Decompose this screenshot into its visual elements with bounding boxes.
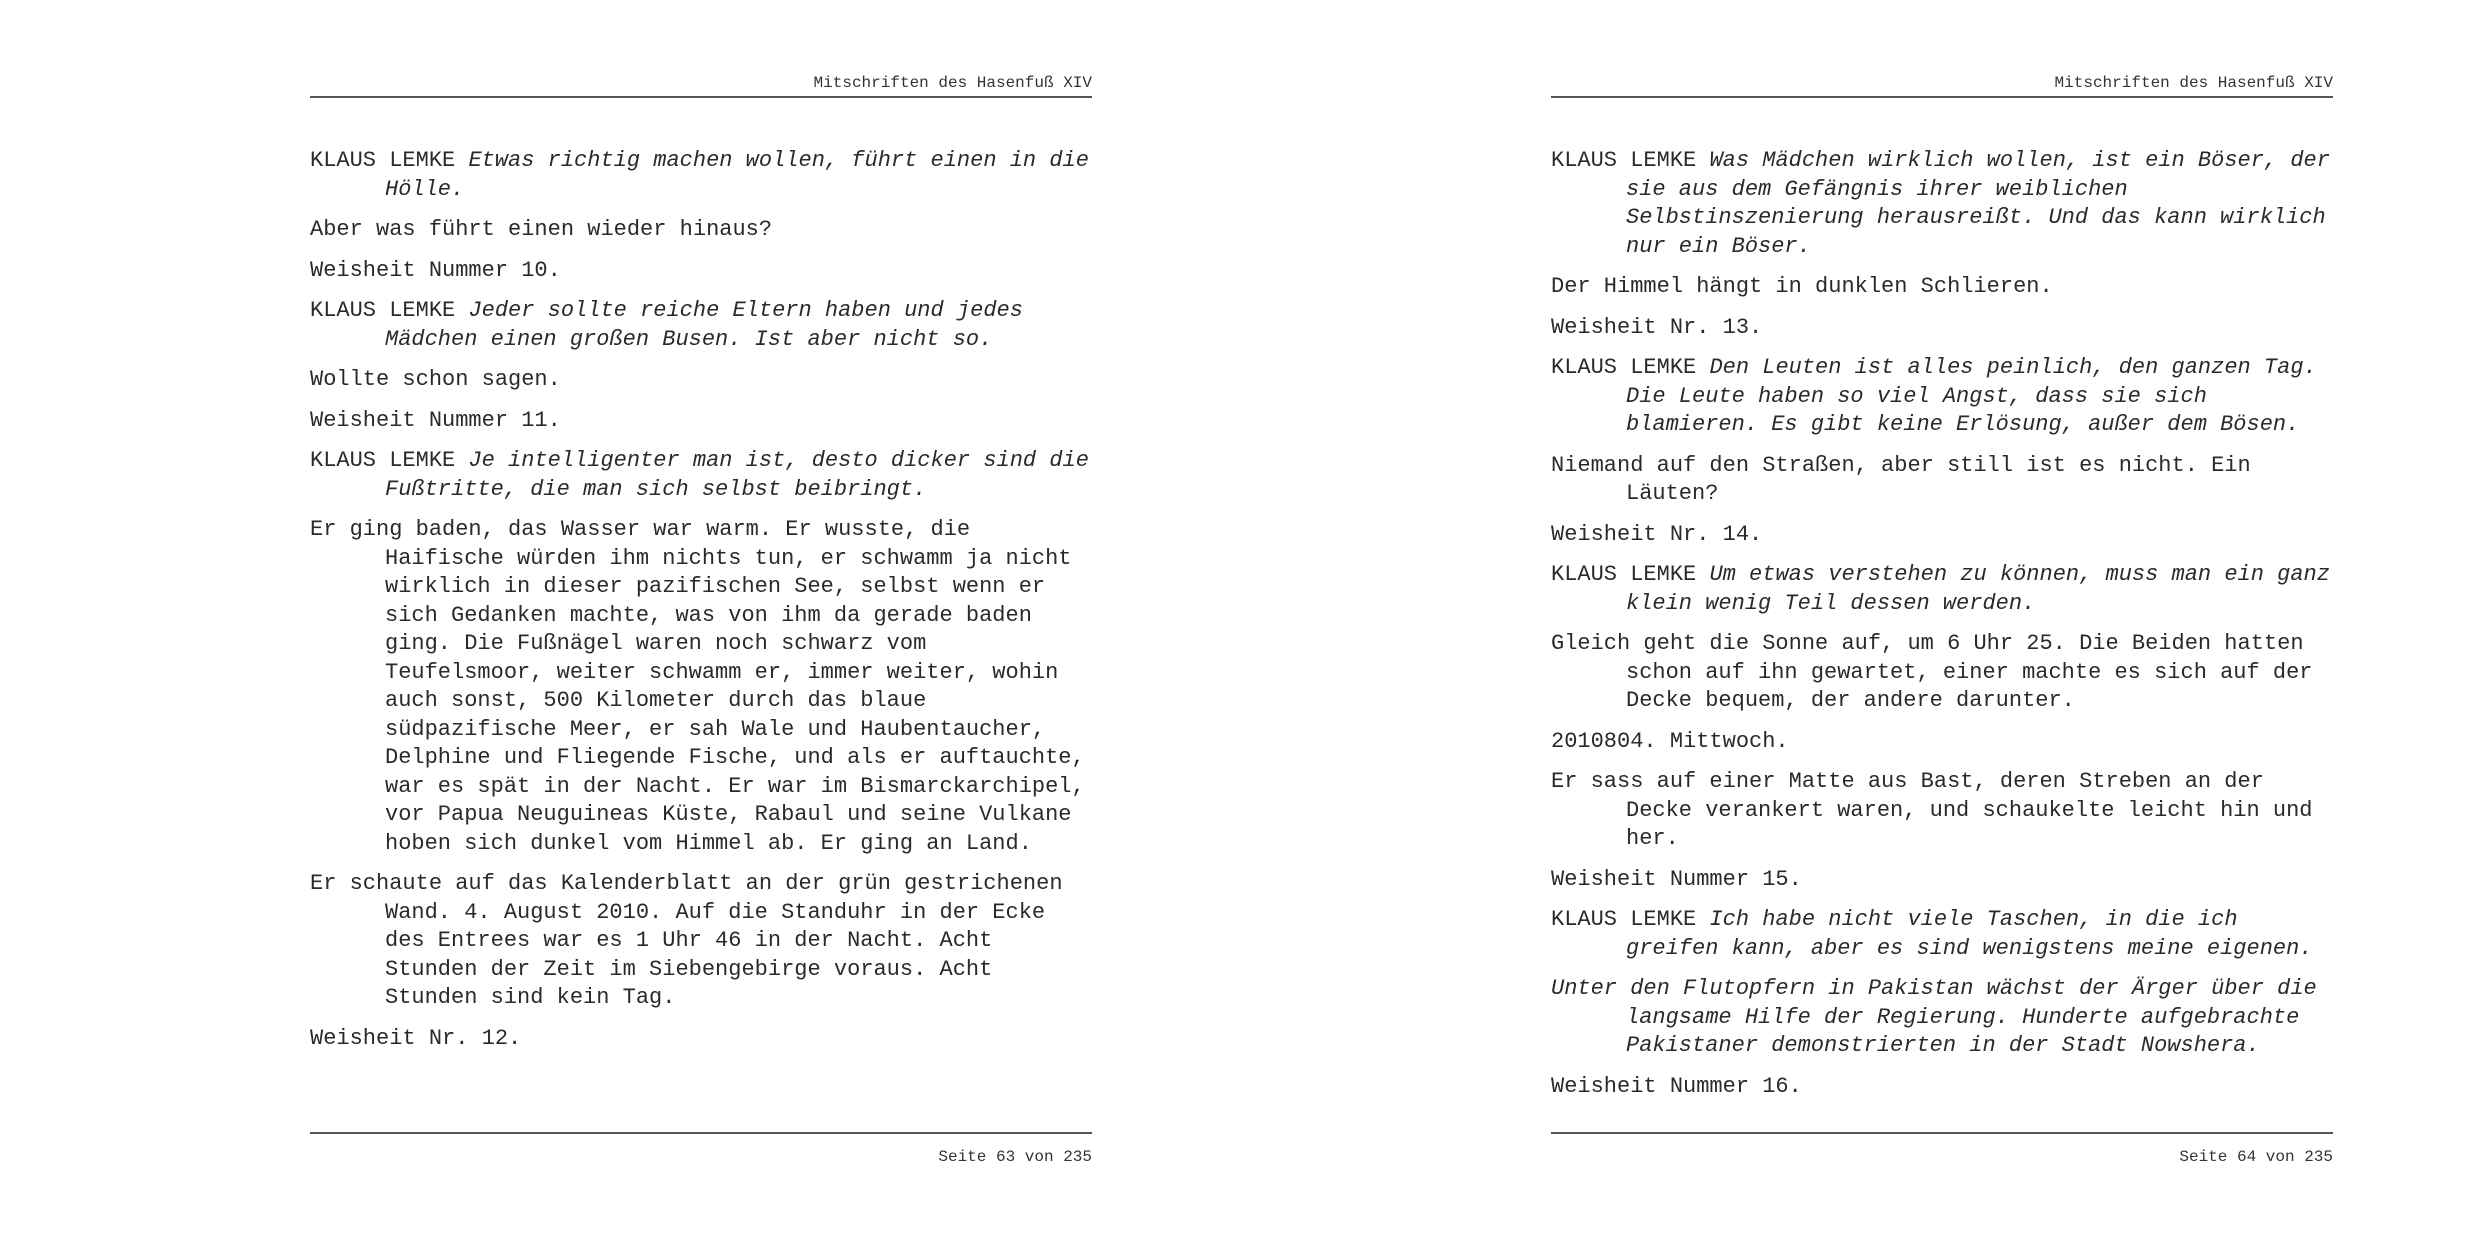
body-paragraph: Weisheit Nummer 11. bbox=[310, 407, 561, 433]
header-rule bbox=[1551, 96, 2333, 98]
body-paragraph: Er sass auf einer Matte aus Bast, deren Streben an der Decke verankert waren, und schaukelte leicht hin und her. bbox=[1551, 769, 2313, 851]
speaker-quote-paragraph bbox=[1551, 561, 2333, 618]
right-page bbox=[1551, 0, 2333, 1240]
body-paragraph: Weisheit Nummer 10. bbox=[310, 257, 561, 283]
body-paragraph: Er ging baden, das Wasser war warm. Er wusste, die Haifische würden ihm nichts tun, er schwamm ja nicht wirklich in dieser pazifischen See, selbst wenn er sich Gedanken machte, was von ihm da gerade baden ging. Die Fußnägel waren noch schwarz vom Teufelsmoor, weiter schwamm er, immer weiter, wohin auch sonst, 500 Kilometer durch das blaue südpazifische Meer, er sah Wale und Haubentaucher, Delphine und Fliegende Fische, und als er auftauchte, war es spät in der Nacht. Er war im Bismarckarchipel, vor Papua Neuguineas Küste, Rabaul und seine Vulkane hoben sich dunkel vom Himmel ab. Er ging an Land. bbox=[310, 517, 1085, 856]
speaker-name: KLAUS LEMKE bbox=[310, 148, 456, 173]
body-paragraph: Weisheit Nummer 16. bbox=[1551, 1073, 1802, 1099]
page-number: Seite 64 von 235 bbox=[2179, 1148, 2333, 1166]
speaker-quote-paragraph bbox=[310, 147, 1092, 204]
footer-rule bbox=[310, 1132, 1092, 1134]
quote-text: Etwas richtig machen wollen, führt einen in die Hölle. bbox=[385, 148, 1089, 202]
page-number: Seite 63 von 235 bbox=[938, 1148, 1092, 1166]
body-paragraph: Weisheit Nr. 13. bbox=[1551, 314, 1763, 340]
page-body bbox=[1551, 147, 2333, 1113]
body-paragraph: Weisheit Nr. 12. bbox=[310, 1025, 522, 1051]
body-paragraph: Er schaute auf das Kalenderblatt an der grün gestrichenen Wand. 4. August 2010. Auf die Standuhr in der Ecke des Entrees war es 1 Uhr 46 in der Nacht. Acht Stunden der Zeit im Siebengebirge voraus. Acht Stunden sind kein Tag. bbox=[310, 871, 1063, 1010]
quote-text: Um etwas verstehen zu können, muss man ein ganz klein wenig Teil dessen werden. bbox=[1626, 562, 2330, 616]
page-body bbox=[310, 147, 1092, 1065]
body-paragraph: Niemand auf den Straßen, aber still ist es nicht. Ein Läuten? bbox=[1551, 452, 2251, 506]
running-header: Mitschriften des Hasenfuß XIV bbox=[813, 74, 1092, 92]
body-paragraph: Wollte schon sagen. bbox=[310, 367, 561, 392]
left-page bbox=[310, 0, 1092, 1240]
speaker-name: KLAUS LEMKE bbox=[310, 298, 456, 323]
body-paragraph: 2010804. Mittwoch. bbox=[1551, 728, 1789, 754]
quote-text: Jeder sollte reiche Eltern haben und jedes Mädchen einen großen Busen. Ist aber nicht so. bbox=[385, 298, 1023, 352]
body-paragraph: Weisheit Nr. 14. bbox=[1551, 521, 1763, 547]
body-paragraph: Der Himmel hängt in dunklen Schlieren. bbox=[1551, 274, 2053, 299]
body-paragraph: Weisheit Nummer 15. bbox=[1551, 866, 1802, 892]
header-rule bbox=[310, 96, 1092, 98]
speaker-quote-paragraph bbox=[1551, 906, 2333, 963]
speaker-quote-paragraph bbox=[310, 297, 1092, 354]
speaker-name: KLAUS LEMKE bbox=[1551, 148, 1697, 173]
quote-text: Den Leuten ist alles peinlich, den ganzen Tag. Die Leute haben so viel Angst, dass sie sich blamieren. Es gibt keine Erlösung, außer dem Bösen. bbox=[1626, 355, 2317, 437]
speaker-name: KLAUS LEMKE bbox=[1551, 907, 1697, 932]
quote-text: Je intelligenter man ist, desto dicker sind die Fußtritte, die man sich selbst beibringt. bbox=[385, 448, 1089, 502]
speaker-name: KLAUS LEMKE bbox=[1551, 355, 1697, 380]
quote-text: Was Mädchen wirklich wollen, ist ein Böser, der sie aus dem Gefängnis ihrer weiblichen Selbstinszenierung herausreißt. Und das kann wirklich nur ein Böser. bbox=[1626, 148, 2330, 259]
body-paragraph: Gleich geht die Sonne auf, um 6 Uhr 25. Die Beiden hatten schon auf ihn gewartet, einer machte es sich auf der Decke bequem, der andere darunter. bbox=[1551, 631, 2313, 713]
body-paragraph: Aber was führt einen wieder hinaus? bbox=[310, 217, 773, 242]
speaker-name: KLAUS LEMKE bbox=[310, 448, 456, 473]
running-header: Mitschriften des Hasenfuß XIV bbox=[2054, 74, 2333, 92]
speaker-quote-paragraph bbox=[1551, 354, 2333, 440]
speaker-name: KLAUS LEMKE bbox=[1551, 562, 1697, 587]
italic-paragraph: Unter den Flutopfern in Pakistan wächst der Ärger über die langsame Hilfe der Regierung. Hunderte aufgebrachte Pakistaner demonstrierten in der Stadt Nowshera. bbox=[1551, 976, 2317, 1058]
footer-rule bbox=[1551, 1132, 2333, 1134]
quote-text: Ich habe nicht viele Taschen, in die ich greifen kann, aber es sind wenigstens meine eigenen. bbox=[1626, 907, 2313, 961]
speaker-quote-paragraph bbox=[1551, 147, 2333, 261]
speaker-quote-paragraph bbox=[310, 447, 1092, 504]
